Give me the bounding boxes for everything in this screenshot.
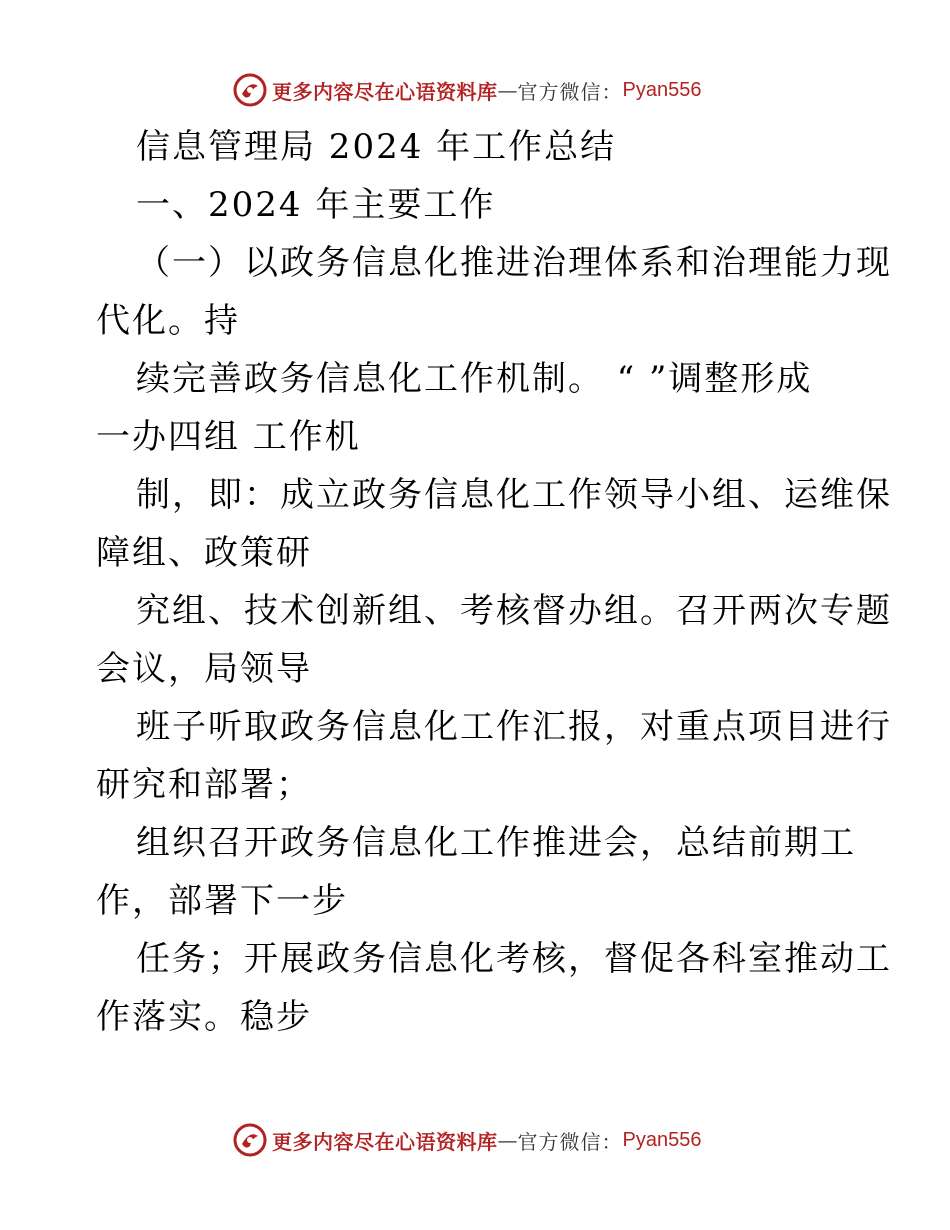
document-line: 组织召开政务信息化工作推进会，总结前期工 [136,823,856,863]
document-line: 究组、技术创新组、考核督办组。召开两次专题 [136,591,892,631]
document-line: 任务；开展政务信息化考核，督促各科室推动工 [136,939,892,979]
footer-watermark [232,1120,701,1160]
watermark-wechat-id: Pyan556 [622,1128,702,1151]
watermark-text: 更多内容尽在心语资料库 [272,79,498,104]
document-line: 代化。持 [96,301,240,341]
watermark-separator: — [497,1128,518,1152]
document-line: 研究和部署； [96,765,312,805]
watermark-wechat-id: Pyan556 [622,78,702,101]
document-body [96,118,892,1046]
document-line: 一、2024 年主要工作 [136,185,496,225]
watermark-text: 更多内容尽在心语资料库 [272,1129,498,1154]
watermark-wechat-label: 官方微信： [517,1129,623,1154]
document-line: （一）以政务信息化推进治理体系和治理能力现 [136,243,892,283]
document-line: 会议，局领导 [96,649,312,689]
watermark-separator: — [497,78,518,102]
watermark-wechat-label: 官方微信： [517,79,623,104]
document-line: 班子听取政务信息化工作汇报，对重点项目进行 [136,707,892,747]
red-swirl-logo-icon [232,72,268,108]
document-line: 续完善政务信息化工作机制。 “ ”调整形成 [136,359,813,399]
document-line: 作落实。稳步 [96,997,312,1037]
document-line: 一办四组 工作机 [96,417,361,457]
red-swirl-logo-icon [232,1122,268,1158]
document-line: 制，即：成立政务信息化工作领导小组、运维保 [136,475,892,515]
document-line: 作，部署下一步 [96,881,348,921]
header-watermark [232,70,701,110]
document-line: 信息管理局 2024 年工作总结 [136,127,617,167]
document-line: 障组、政策研 [96,533,312,573]
